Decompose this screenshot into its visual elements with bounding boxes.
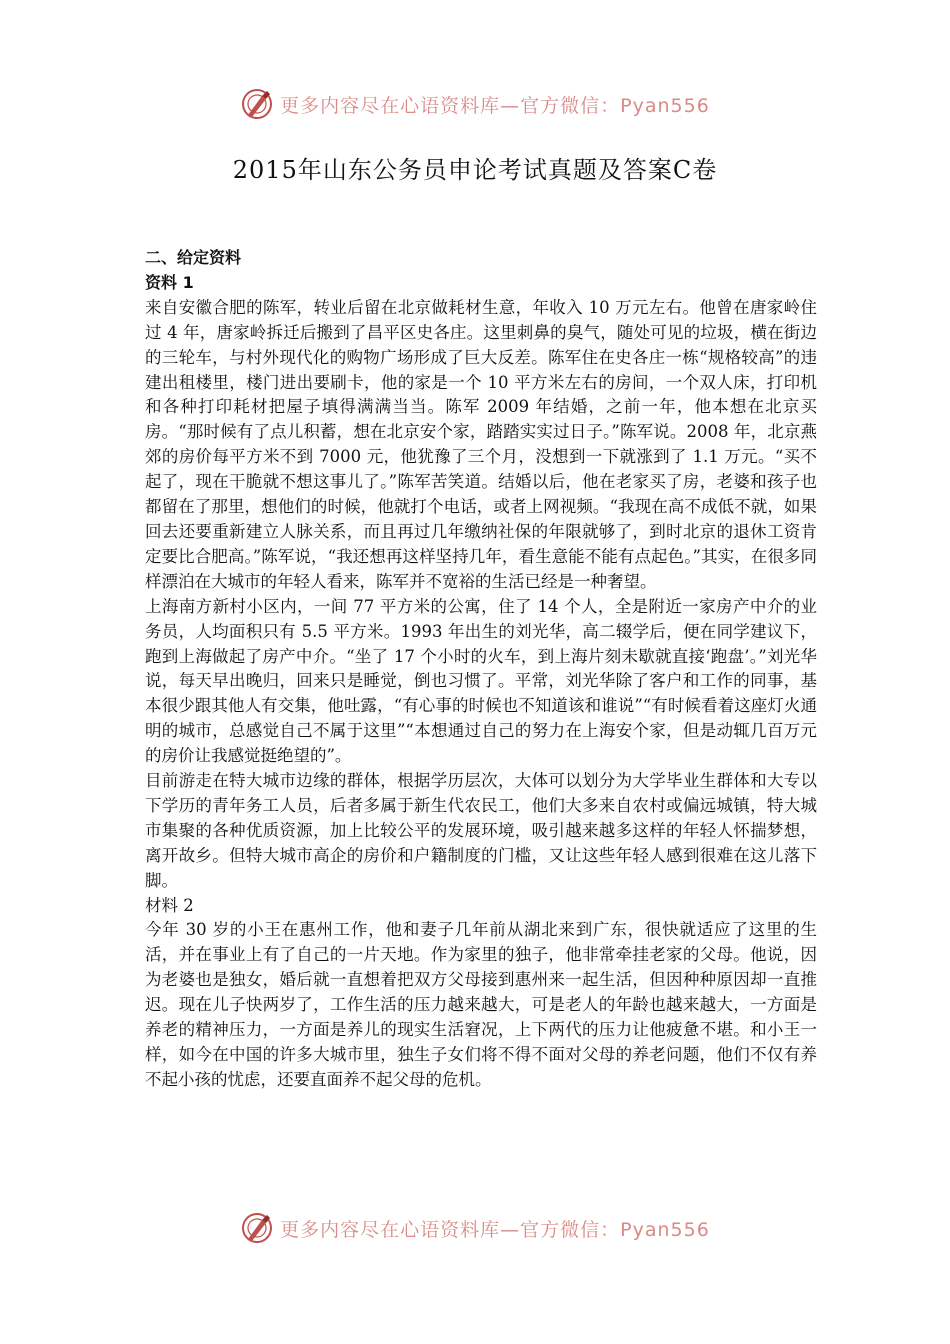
material-1-paragraph-1: 来自安徽合肥的陈军，转业后留在北京做耗材生意，年收入 10 万元左右。他曾在唐家岭住过 4 年，唐家岭拆迁后搬到了昌平区史各庄。这里刺鼻的臭气，随处可见的垃圾，横在街边的三轮车，与村外现代化的购物广场形成了巨大反差。陈军住在史各庄一栋“规格较高”的违建出租楼里，楼门进出要刷卡，他的家是一个 10 平方米左右的房间，一个双人床，打印机和各种打印耗材把屋子填得满满当当。陈军 2009 年结婚，之前一年，他本想在北京买房。“那时候有了点儿积蓄，想在北京安个家，踏踏实实过日子。”陈军说。2008 年，北京燕郊的房价每平方米不到 7000 元，他犹豫了三个月，没想到一下就涨到了 1.1 万元。“买不起了，现在干脆就不想这事儿了。”陈军苦笑道。结婚以后，他在老家买了房，老婆和孩子也都留在了那里，想他们的时候，他就打个电话，或者上网视频。“我现在高不成低不就，如果回去还要重新建立人脉关系，而且再过几年缴纳社保的年限就够了，到时北京的退休工资肯定要比合肥高。”陈军说，“我还想再这样坚持几年，看生意能不能有点起色。”其实，在很多同样漂泊在大城市的年轻人看来，陈军并不宽裕的生活已经是一种奢望。 — [145, 297, 817, 591]
section-heading: 二、给定资料 — [145, 248, 242, 267]
pen-nib-circle-logo-icon — [240, 87, 274, 121]
footer-banner — [0, 1208, 950, 1248]
material-1-heading: 资料 1 — [145, 272, 194, 292]
header-banner — [0, 84, 950, 124]
material-2-paragraph-1: 今年 30 岁的小王在惠州工作，他和妻子几年前从湖北来到广东，很快就适应了这里的生活，并在事业上有了自己的一片天地。作为家里的独子，他非常牵挂老家的父母。他说，因为老婆也是独女，婚后就一直想着把双方父母接到惠州来一起生活，但因种种原因却一直推迟。现在儿子快两岁了，工作生活的压力越来越大，可是老人的年龄也越来越大，一方面是养老的精神压力，一方面是养儿的现实生活窘况，上下两代的压力让他疲惫不堪。和小王一样，如今在中国的许多大城市里，独生子女们将不得不面对父母的养老问题，他们不仅有养不起小孩的忧虑，还要直面养不起父母的危机。 — [145, 920, 817, 1089]
material-2-heading: 材料 2 — [145, 895, 194, 915]
document-body — [145, 246, 817, 1093]
material-1-paragraph-2: 上海南方新村小区内，一间 77 平方米的公寓，住了 14 个人，全是附近一家房产中介的业务员，人均面积只有 5.5 平方米。1993 年出生的刘光华，高二辍学后，便在同学建议下，跑到上海做起了房产中介。“坐了 17 个小时的火车，到上海片刻未歇就直接‘跑盘’。”刘光华说，每天早出晚归，回来只是睡觉，倒也习惯了。平常，刘光华除了客户和工作的同事，基本很少跟其他人有交集，他吐露，“有心事的时候也不知道该和谁说”“有时候看着这座灯火通明的城市，总感觉自己不属于这里”“本想通过自己的努力在上海安个家，但是动辄几百万元的房价让我感觉挺绝望的”。 — [145, 596, 817, 766]
material-1-paragraph-3: 目前游走在特大城市边缘的群体，根据学历层次，大体可以划分为大学毕业生群体和大专以下学历的青年务工人员，后者多属于新生代农民工，他们大多来自农村或偏远城镇，特大城市集聚的各种优质资源，加上比较公平的发展环境，吸引越来越多这样的年轻人怀揣梦想，离开故乡。但特大城市高企的房价和户籍制度的门槛，又让这些年轻人感到很难在这儿落下脚。 — [145, 771, 817, 890]
footer-banner-text: 更多内容尽在心语资料库—官方微信：Pyan556 — [280, 1218, 710, 1241]
document-title: 2015年山东公务员申论考试真题及答案C卷 — [232, 156, 718, 184]
pen-nib-circle-logo-icon — [240, 1211, 274, 1245]
header-banner-text: 更多内容尽在心语资料库—官方微信：Pyan556 — [280, 94, 710, 117]
